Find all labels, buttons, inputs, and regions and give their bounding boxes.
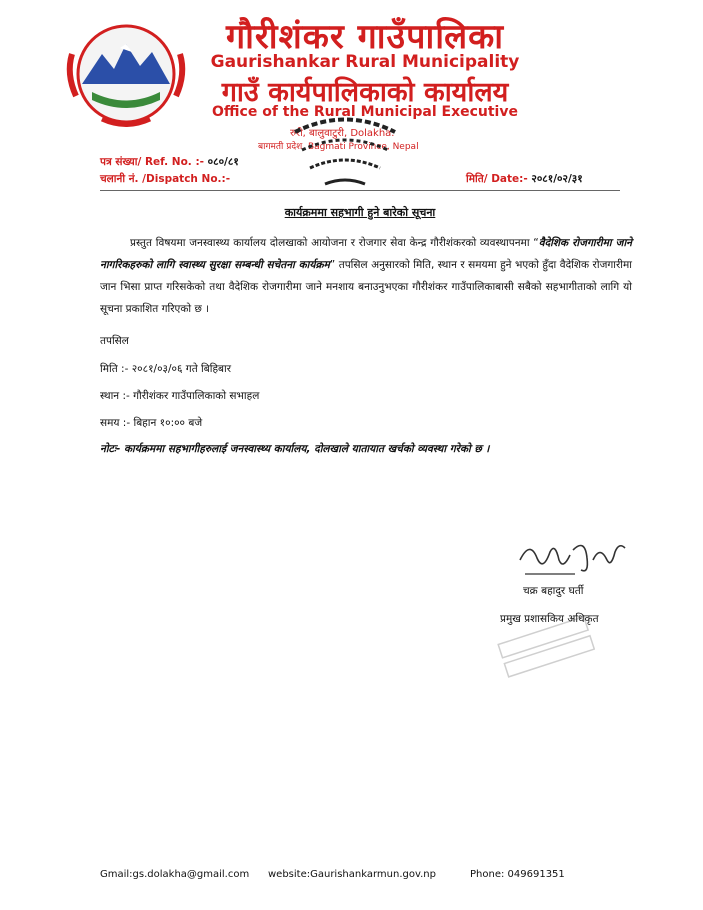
notice-subject: कार्यक्रममा सहभागी हुने बारेको सूचना xyxy=(284,206,436,219)
dispatch-number: चलानी नं. /Dispatch No.:- xyxy=(100,173,231,185)
notice-paragraph xyxy=(100,232,632,320)
para-end: ” तपसिल अनुसारको मिति, स्थान र समयमा हुने भएको हुँदा वैदेशिक रोजगारीमा जान भिसा प्राप्त गरिसकेको तथा वैदेशिक रोजगारीमा जाने मनशाय बनाउनुभएका गौरीशंकर गाउँपालिकाबासी सबैको सहभागीताको लागि यो सूचना प्रकाशित गरिएको छ । xyxy=(100,259,633,315)
handwritten-signature xyxy=(515,530,630,585)
municipality-emblem-logo xyxy=(62,14,190,134)
office-name-nepali: गाउँ कार्यपालिकाको कार्यालय xyxy=(221,77,509,108)
program-name: वैदेशिक रोजगारीमा जाने नागरिकहरुको लागि स्वास्थ्य सुरक्षा सम्बन्धी सचेतना कार्यक्रम xyxy=(100,237,632,271)
ref-value: ०८०/८१ xyxy=(207,156,239,168)
date-label: मिति/ Date:- xyxy=(466,173,528,185)
office-stamp xyxy=(290,112,400,194)
reference-number xyxy=(100,155,239,169)
office-name-english: Office of the Rural Municipal Executive xyxy=(212,104,518,120)
transport-note: नोटः- कार्यक्रममा सहभागीहरुलाई जनस्वास्थ्य कार्यालय, दोलखाले यातायात खर्चको व्यवस्था गरेको छ । xyxy=(100,443,490,455)
ref-label: पत्र संख्या/ Ref. No. :- xyxy=(100,156,205,168)
signatory-title: प्रमुख प्रशासकिय अधिकृत xyxy=(500,613,599,625)
footer-email: Gmail:gs.dolakha@gmail.com xyxy=(100,869,250,880)
footer-phone: Phone: 049691351 xyxy=(470,869,565,880)
province-line: बागमती प्रदेश, Bagmati Province, Nepal xyxy=(258,142,419,152)
program-time: समय :- बिहान १०:०० बजे xyxy=(100,417,203,429)
footer-website: website:Gaurishankarmun.gov.np xyxy=(268,869,436,880)
municipality-name-english: Gaurishankar Rural Municipality xyxy=(210,52,520,72)
para-start: प्रस्तुत विषयमा जनस्वास्थ्य कार्यालय दोलखाको आयोजना र रोजगार सेवा केन्द्र गौरीशंकरको व्यवस्थापनमा “ xyxy=(130,237,539,249)
signatory-name: चक्र बहादुर घर्ती xyxy=(523,585,584,597)
tapasil-heading: तपसिल xyxy=(100,335,129,347)
program-date: मिति :- २०८१/०३/०६ गते बिहिबार xyxy=(100,363,232,375)
address-line: रुरी, बालुवाटुरी, Dolakha. xyxy=(290,128,395,139)
letter-date xyxy=(466,172,583,186)
header-divider xyxy=(100,190,620,191)
municipality-name-nepali: गौरीशंकर गाउँपालिका xyxy=(225,17,505,57)
program-venue: स्थान :- गौरीशंकर गाउँपालिकाको सभाहल xyxy=(100,390,260,402)
date-value: २०८१/०२/३१ xyxy=(531,173,583,185)
